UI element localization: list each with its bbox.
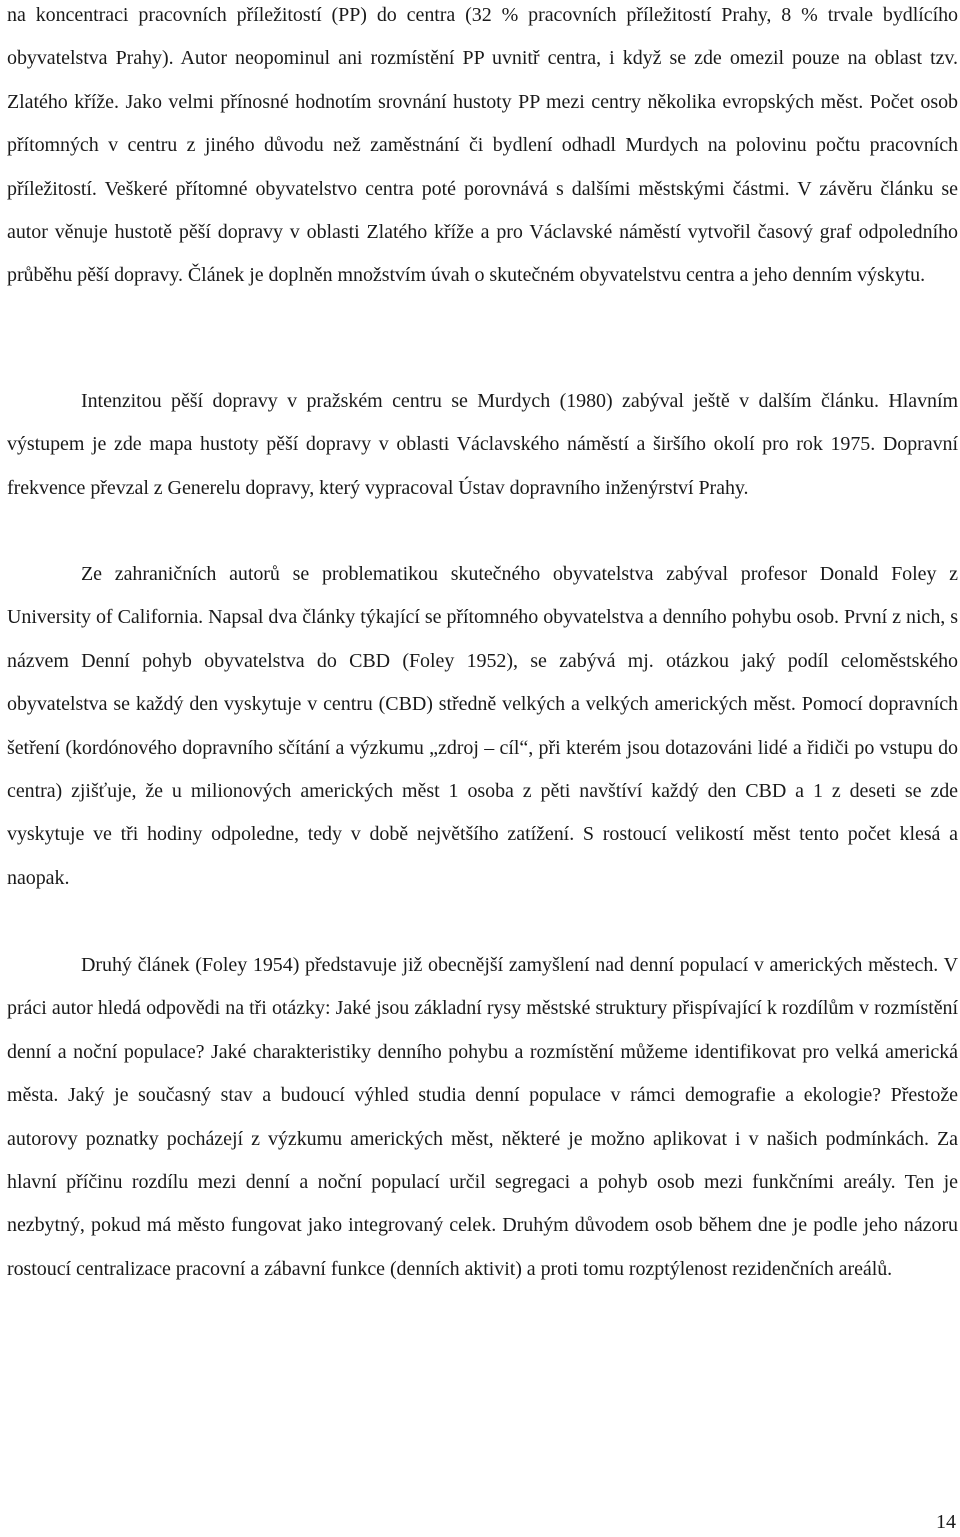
paragraph-4: Druhý článek (Foley 1954) představuje již obecnější zamyšlení nad denní populací v amerických městech. V práci autor hledá odpovědi na tři otázky: Jaké jsou základní rysy městské struktury přispívající k rozdílům v rozmístění denní a noční populace? Jaké charakteristiky denního pohybu a rozmístění můžeme identifikovat pro velká americká města. Jaký je současný stav a budoucí výhled studia denní populace v rámci demografie a ekologie? Přestože autorovy poznatky pocházejí z výzkumu amerických měst, některé je možno aplikovat i v našich podmínkách. Za hlavní příčinu rozdílu mezi denní a noční populací určil segregaci a pohyb osob mezi funkčními areály. Ten je nezbytný, pokud má město fungovat jako integrovaný celek. Druhým důvodem osob během dne je podle jeho názoru rostoucí centralizace pracovní a zábavní funkce (denních aktivit) a proti tomu rozptýlenost rezidenčních areálů. (7, 954, 958, 1280)
page-number: 14 (936, 1511, 956, 1533)
paragraph-3: Ze zahraničních autorů se problematikou skutečného obyvatelstva zabýval profesor Donald Foley z University of California. Napsal dva články týkající se přítomného obyvatelstva a denního pohybu osob. První z nich, s názvem Denní pohyb obyvatelstva do CBD (Foley 1952), se zabývá mj. otázkou jaký podíl celoměstského obyvatelstva se každý den vyskytuje v centru (CBD) středně velkých a velkých amerických měst. Pomocí dopravních šetření (kordónového dopravního sčítání a výzkumu „zdroj – cíl“, při kterém jsou dotazováni lidé a řidiči po vstupu do centra) zjišťuje, že u milionových amerických měst 1 osoba z pěti navštíví každý den CBD a 1 z deseti se zde vyskytuje ve tři hodiny odpoledne, tedy v době největšího zatížení. S rostoucí velikostí měst tento počet klesá a naopak. (7, 563, 958, 889)
document-page (7, 0, 958, 1537)
paragraph-1: na koncentraci pracovních příležitostí (PP) do centra (32 % pracovních příležitostí Prahy, 8 % trvale bydlícího obyvatelstva Prahy). Autor neopominul ani rozmístění PP uvnitř centra, i když se zde omezil pouze na oblast tzv. Zlatého kříže. Jako velmi přínosné hodnotím srovnání hustoty PP mezi centry několika evropských měst. Počet osob přítomných v centru z jiného důvodu než zaměstnání či bydlení odhadl Murdych na polovinu počtu pracovních příležitostí. Veškeré přítomné obyvatelstvo centra poté porovnává s dalšími městskými částmi. V závěru článku se autor věnuje hustotě pěší dopravy v oblasti Zlatého kříže a pro Václavské náměstí vytvořil časový graf odpoledního průběhu pěší dopravy. Článek je doplněn množstvím úvah o skutečném obyvatelstvu centra a jeho denním výskytu. (7, 4, 958, 287)
paragraph-2: Intenzitou pěší dopravy v pražském centru se Murdych (1980) zabýval ještě v dalším článku. Hlavním výstupem je zde mapa hustoty pěší dopravy v oblasti Václavského náměstí a širšího okolí pro rok 1975. Dopravní frekvence převzal z Generelu dopravy, který vypracoval Ústav dopravního inženýrství Prahy. (7, 390, 958, 499)
